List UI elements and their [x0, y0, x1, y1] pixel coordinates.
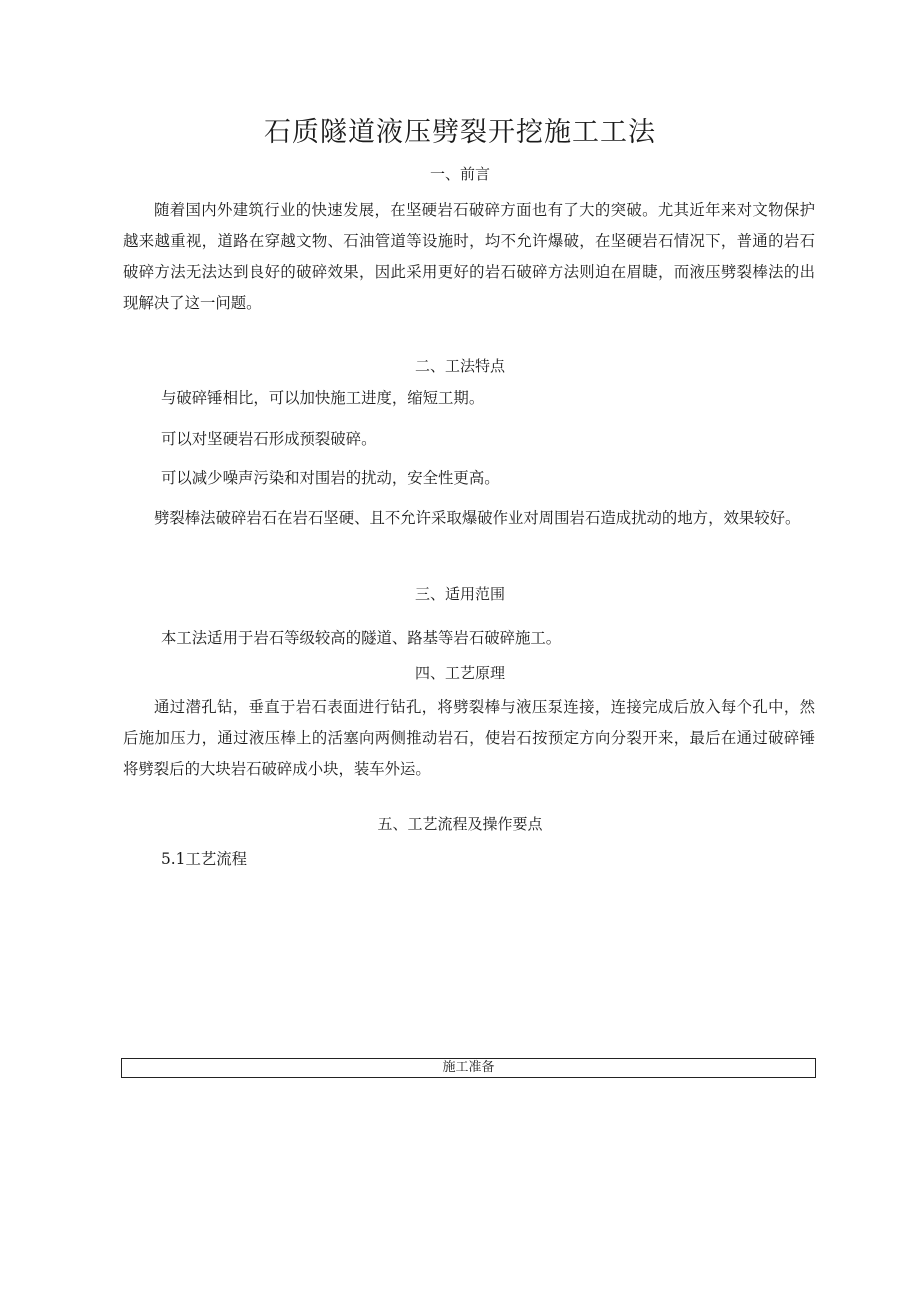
preface-paragraph: 随着国内外建筑行业的快速发展，在坚硬岩石破碎方面也有了大的突破。尤其近年来对文物保护越来越重视，道路在穿越文物、石油管道等设施时，均不允许爆破，在坚硬岩石情况下，普通的岩石破碎方法无法达到良好的破碎效果，因此采用更好的岩石破碎方法则迫在眉睫，而液压劈裂棒法的出现解决了这一问题。 [123, 201, 815, 312]
principle-paragraph: 通过潜孔钻，垂直于岩石表面进行钻孔，将劈裂棒与液压泵连接，连接完成后放入每个孔中，然后施加压力，通过液压棒上的活塞向两侧推动岩石，使岩石按预定方向分裂开来，最后在通过破碎锤将劈裂后的大块岩石破碎成小块，装车外运。 [123, 698, 815, 778]
section-heading-preface: 一、前言 [429, 165, 490, 183]
feature-item: 可以减少噪声污染和对围岩的扰动，安全性更高。 [161, 469, 500, 487]
flow-step-box: 施工准备 [121, 1058, 816, 1078]
document-title: 石质隧道液压劈裂开挖施工工法 [264, 117, 656, 148]
feature-item: 劈裂棒法破碎岩石在岩石坚硬、且不允许采取爆破作业对周围岩石造成扰动的地方，效果较好。 [154, 509, 801, 527]
section-heading-principle: 四、工艺原理 [414, 664, 505, 682]
section-heading-features: 二、工法特点 [414, 357, 505, 375]
scope-paragraph: 本工法适用于岩石等级较高的隧道、路基等岩石破碎施工。 [161, 629, 562, 647]
section-heading-process: 五、工艺流程及操作要点 [377, 815, 543, 833]
feature-item: 可以对坚硬岩石形成预裂破碎。 [161, 430, 377, 448]
subsection-heading-process-flow: 5.1工艺流程 [161, 850, 248, 868]
feature-item: 与破碎锤相比，可以加快施工进度，缩短工期。 [161, 389, 485, 407]
section-heading-scope: 三、适用范围 [414, 585, 505, 603]
